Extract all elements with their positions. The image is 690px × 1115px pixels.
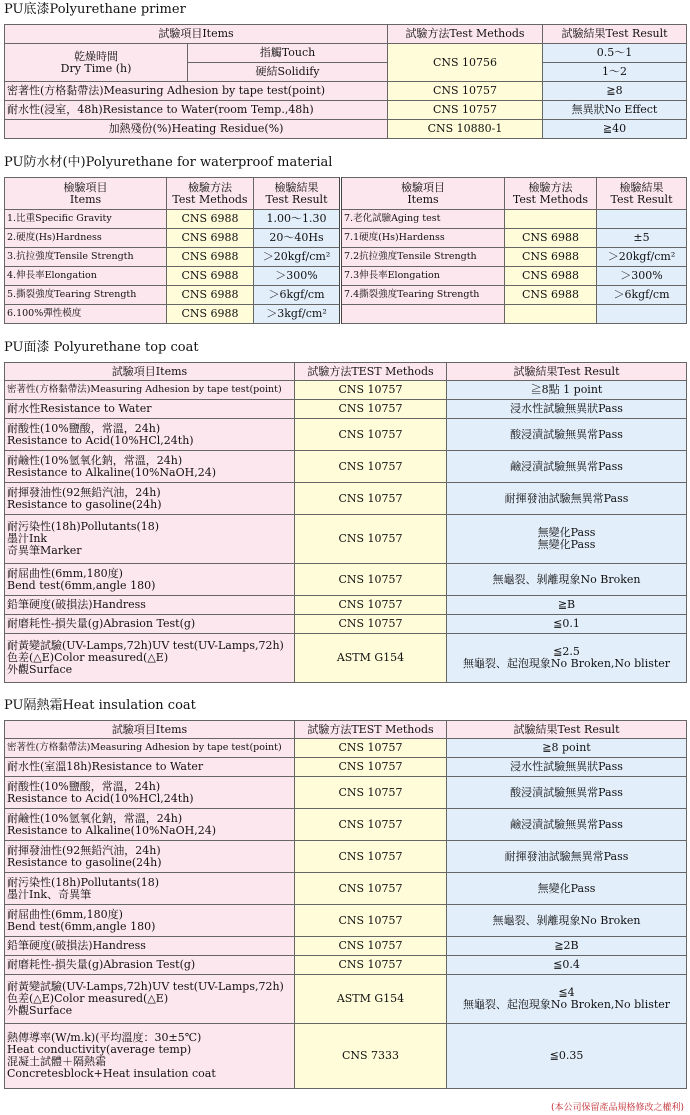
heat-item-line: 墨汁Ink、奇異筆	[7, 887, 92, 901]
wp-result-2: ±5	[597, 229, 687, 248]
wp-method: CNS 6988	[167, 286, 254, 305]
topcoat-item-line: Bend test(6mm,angle 180)	[7, 578, 156, 592]
heat-item	[5, 758, 295, 777]
primer-row-method: CNS 10880-1	[388, 120, 543, 139]
wp-result: ＞20kgf/cm²	[254, 248, 341, 267]
heat-item	[5, 1024, 295, 1089]
topcoat-item-line: 耐屈曲性(6mm,180度)	[7, 566, 123, 580]
topcoat-item-line: 外觀Surface	[7, 663, 73, 676]
topcoat-result	[447, 564, 687, 596]
wp-header-result-2: 檢驗結果 Test Result	[597, 178, 687, 210]
heat-result	[447, 777, 687, 809]
heat-result	[447, 841, 687, 873]
topcoat-item-line: 墨汁Ink	[7, 532, 48, 545]
primer-row-item: 耐水性(浸室，48h)Resistance to Water(room Temp.,48h)	[5, 101, 388, 120]
wp-header-items: 檢驗項目 Items	[5, 178, 167, 210]
heat-item	[5, 841, 295, 873]
heat-item	[5, 956, 295, 975]
table-row	[5, 956, 687, 975]
wp-result-2	[597, 210, 687, 229]
topcoat-item	[5, 381, 295, 400]
wp-method: CNS 6988	[167, 210, 254, 229]
heat-item-line: 耐酸性(10%鹽酸，常溫，24h)	[7, 779, 161, 793]
wp-item: 4.伸長率Elongation	[5, 267, 167, 286]
wp-header-items-2: 檢驗項目 Items	[341, 178, 505, 210]
heat-item-line: 鉛筆硬度(破損法)Handress	[7, 939, 146, 952]
wp-result-2: ＞300%	[597, 267, 687, 286]
wp-method-2: CNS 6988	[505, 248, 597, 267]
heat-result	[447, 809, 687, 841]
topcoat-result-line: ≦2.5	[553, 645, 580, 658]
heat-item-line: Bend test(6mm,angle 180)	[7, 919, 156, 933]
topcoat-header-result: 試驗結果Test Result	[447, 363, 687, 381]
wp-item: 6.100%彈性模度	[5, 305, 167, 324]
heat-item	[5, 809, 295, 841]
wp-method: CNS 6988	[167, 229, 254, 248]
heat-result	[447, 975, 687, 1024]
topcoat-item-line: 鉛筆硬度(破損法)Handress	[7, 598, 146, 611]
wp-method-2	[505, 305, 597, 324]
topcoat-item	[5, 515, 295, 564]
wp-method-2: CNS 6988	[505, 267, 597, 286]
table-row	[5, 615, 687, 634]
heat-result	[447, 956, 687, 975]
wp-result-2: ＞20kgf/cm²	[597, 248, 687, 267]
topcoat-result-line: ≧B	[557, 598, 576, 611]
heat-item	[5, 905, 295, 937]
heat-result	[447, 758, 687, 777]
primer-header-result: 試驗結果Test Result	[543, 25, 687, 44]
heat-item-line: 耐污染性(18h)Pollutants(18)	[7, 875, 160, 889]
heat-method: CNS 10757	[295, 956, 447, 975]
waterproof-title: PU防水材(中)Polyurethane for waterproof material	[4, 155, 333, 170]
heat-item-line: 耐水性(室溫18h)Resistance to Water	[7, 760, 204, 773]
heat-result-line: ≧8 point	[542, 741, 591, 754]
topcoat-method: CNS 10757	[295, 400, 447, 419]
topcoat-item-line: 耐黃變試驗(UV-Lamps,72h)UV test(UV-Lamps,72h)	[7, 639, 284, 652]
topcoat-result	[447, 400, 687, 419]
topcoat-item	[5, 451, 295, 483]
footer-note: (本公司保留產品規格修改之權利)	[550, 1103, 684, 1113]
wp-item-2: 7.老化試驗Aging test	[341, 210, 505, 229]
heat-result-line: ≧2B	[554, 939, 579, 952]
heat-item-line: 熱傳導率(W/m.k)(平均溫度：30±5℃)	[7, 1031, 202, 1044]
heat-result-line: 浸水性試驗無異狀Pass	[510, 760, 623, 773]
primer-row-result: ≧40	[543, 120, 687, 139]
topcoat-item-line: 奇異筆Marker	[7, 544, 82, 557]
primer-row-method: CNS 10757	[388, 101, 543, 120]
primer-title: PU底漆Polyurethane primer	[4, 2, 186, 17]
topcoat-result-line: ≦0.1	[553, 617, 580, 630]
table-row	[5, 1024, 687, 1089]
wp-result: ＞6kgf/cm	[254, 286, 341, 305]
heat-item	[5, 739, 295, 758]
topcoat-item	[5, 564, 295, 596]
topcoat-result	[447, 483, 687, 515]
table-row	[5, 739, 687, 758]
topcoat-result-line: 無龜裂、剝離現象No Broken	[492, 572, 641, 586]
wp-method: CNS 6988	[167, 267, 254, 286]
table-row	[5, 809, 687, 841]
waterproof-table	[4, 177, 687, 324]
heat-item-line: 耐黃變試驗(UV-Lamps,72h)UV test(UV-Lamps,72h)	[7, 980, 284, 993]
dry-time-touch: 指觸Touch	[188, 44, 388, 63]
heat-item-line: 耐揮發油性(92無鉛汽油，24h)	[7, 843, 161, 857]
heat-method: CNS 10757	[295, 739, 447, 758]
heat-item-line: Resistance to Alkaline(10%NaOH,24)	[7, 823, 217, 837]
topcoat-item-line: 密著性(方格黏帶法)Measuring Adhesion by tape test(point)	[7, 384, 282, 395]
topcoat-header-methods: 試驗方法TEST Methods	[295, 363, 447, 381]
wp-item-2: 7.3伸長率Elongation	[341, 267, 505, 286]
wp-item: 3.抗拉強度Tensile Strength	[5, 248, 167, 267]
heat-result-line: ≦0.35	[549, 1049, 584, 1062]
heat-header-items: 試驗項目Items	[5, 721, 295, 739]
table-row	[5, 975, 687, 1024]
table-row	[5, 596, 687, 615]
dry-time-solidify-result: 1～2	[543, 63, 687, 82]
primer-row-item: 加熱殘份(%)Heating Residue(%)	[5, 120, 388, 139]
table-row	[5, 758, 687, 777]
topcoat-item-line: 耐鹼性(10%氫氧化鈉，常溫，24h)	[7, 453, 183, 467]
heat-item-line: 外觀Surface	[7, 1004, 73, 1017]
dry-time-label: 乾燥時間 Dry Time (h)	[5, 44, 188, 82]
dry-time-touch-result: 0.5～1	[543, 44, 687, 63]
heat-method: CNS 7333	[295, 1024, 447, 1089]
table-row	[5, 937, 687, 956]
heat-method: ASTM G154	[295, 975, 447, 1024]
wp-header-methods: 檢驗方法 Test Methods	[167, 178, 254, 210]
topcoat-item-line: 耐水性Resistance to Water	[7, 402, 152, 415]
wp-item-2	[341, 305, 505, 324]
wp-result: 20～40Hs	[254, 229, 341, 248]
wp-result: 1.00～1.30	[254, 210, 341, 229]
heat-result-line: ≦4	[558, 986, 575, 999]
heat-table	[4, 720, 687, 1089]
heat-method: CNS 10757	[295, 841, 447, 873]
heat-item-line: Concretesblock+Heat insulation coat	[7, 1067, 216, 1080]
wp-method-2: CNS 6988	[505, 286, 597, 305]
topcoat-item	[5, 596, 295, 615]
heat-method: CNS 10757	[295, 873, 447, 905]
heat-item-line: 耐鹼性(10%氫氧化鈉，常溫，24h)	[7, 811, 183, 825]
table-row	[5, 873, 687, 905]
wp-result: ＞300%	[254, 267, 341, 286]
topcoat-result	[447, 451, 687, 483]
wp-item: 1.比重Specific Gravity	[5, 210, 167, 229]
heat-item	[5, 777, 295, 809]
topcoat-result	[447, 596, 687, 615]
wp-item-2: 7.1硬度(Hs)Hardenss	[341, 229, 505, 248]
topcoat-result-line: 耐揮發油試驗無異常Pass	[504, 491, 629, 505]
heat-item-line: 耐屈曲性(6mm,180度)	[7, 907, 123, 921]
topcoat-result-line: 無龜裂、起泡現象No Broken,No blister	[462, 657, 671, 670]
wp-method-2: CNS 6988	[505, 229, 597, 248]
topcoat-method: CNS 10757	[295, 451, 447, 483]
topcoat-item-line: 色差(△E)Color measured(△E)	[7, 651, 169, 664]
heat-method: CNS 10757	[295, 905, 447, 937]
heat-item	[5, 975, 295, 1024]
primer-row-result: 無異狀No Effect	[543, 101, 687, 120]
topcoat-method: CNS 10757	[295, 596, 447, 615]
primer-header-items: 試驗項目Items	[5, 25, 388, 44]
heat-result	[447, 1024, 687, 1089]
topcoat-item	[5, 615, 295, 634]
table-row	[5, 905, 687, 937]
topcoat-result	[447, 634, 687, 683]
table-row	[5, 400, 687, 419]
heat-header-result: 試驗結果Test Result	[447, 721, 687, 739]
primer-table	[4, 24, 687, 139]
topcoat-result-line: 鹼浸漬試驗無異常Pass	[510, 459, 623, 473]
topcoat-item	[5, 419, 295, 451]
dry-time-solidify: 硬結Solidify	[188, 63, 388, 82]
topcoat-method: CNS 10757	[295, 615, 447, 634]
wp-method: CNS 6988	[167, 305, 254, 324]
heat-item	[5, 873, 295, 905]
heat-result-line: ≦0.4	[553, 958, 580, 971]
heat-item	[5, 937, 295, 956]
heat-result	[447, 905, 687, 937]
heat-item-line: 耐磨耗性-損失量(g)Abrasion Test(g)	[7, 958, 196, 971]
heat-result	[447, 739, 687, 758]
topcoat-result	[447, 419, 687, 451]
table-row	[5, 515, 687, 564]
table-row	[5, 634, 687, 683]
topcoat-item-line: Resistance to gasoline(24h)	[7, 497, 162, 511]
heat-result-line: 無龜裂、剝離現象No Broken	[492, 913, 641, 927]
topcoat-item-line: 耐磨耗性-損失量(g)Abrasion Test(g)	[7, 617, 196, 630]
heat-item-line: 色差(△E)Color measured(△E)	[7, 992, 169, 1005]
topcoat-result	[447, 515, 687, 564]
heat-item-line: Resistance to Acid(10%HCl,24th)	[7, 791, 194, 805]
heat-item-line: Resistance to gasoline(24h)	[7, 855, 162, 869]
wp-header-methods-2: 檢驗方法 Test Methods	[505, 178, 597, 210]
topcoat-result-line: 無變化Pass	[537, 538, 596, 551]
topcoat-result-line: ≧8點 1 point	[530, 383, 603, 396]
heat-result	[447, 937, 687, 956]
primer-row-method: CNS 10757	[388, 82, 543, 101]
topcoat-result-line: 浸水性試驗無異狀Pass	[510, 402, 623, 415]
wp-item-2: 7.4撕裂強度Tearing Strength	[341, 286, 505, 305]
heat-method: CNS 10757	[295, 777, 447, 809]
topcoat-header-items: 試驗項目Items	[5, 363, 295, 381]
wp-result: ＞3kgf/cm²	[254, 305, 341, 324]
primer-row-item: 密著性(方格黏帶法)Measuring Adhesion by tape test(point)	[5, 82, 388, 101]
heat-method: CNS 10757	[295, 937, 447, 956]
wp-result-2: ＞6kgf/cm	[597, 286, 687, 305]
heat-header-methods: 試驗方法TEST Methods	[295, 721, 447, 739]
primer-header-methods: 試驗方法Test Methods	[388, 25, 543, 44]
topcoat-method: CNS 10757	[295, 564, 447, 596]
heat-method: CNS 10757	[295, 809, 447, 841]
heat-method: CNS 10757	[295, 758, 447, 777]
table-row	[5, 451, 687, 483]
heat-item-line: Heat conductivity(average temp)	[7, 1043, 192, 1056]
primer-row-result: ≧8	[543, 82, 687, 101]
wp-item-2: 7.2抗拉強度Tensile Strength	[341, 248, 505, 267]
topcoat-result-line: 酸浸漬試驗無異常Pass	[510, 427, 623, 441]
wp-method: CNS 6988	[167, 248, 254, 267]
topcoat-method: CNS 10757	[295, 483, 447, 515]
wp-header-result: 檢驗結果 Test Result	[254, 178, 341, 210]
wp-method-2	[505, 210, 597, 229]
topcoat-result	[447, 381, 687, 400]
heat-item-line: 混凝土試體＋隔熱霜	[7, 1055, 106, 1068]
topcoat-method: CNS 10757	[295, 381, 447, 400]
topcoat-method: ASTM G154	[295, 634, 447, 683]
table-row	[5, 841, 687, 873]
topcoat-item-line: Resistance to Acid(10%HCl,24th)	[7, 433, 194, 447]
wp-item: 5.撕裂強度Tearing Strength	[5, 286, 167, 305]
wp-item: 2.硬度(Hs)Hardness	[5, 229, 167, 248]
heat-result-line: 鹼浸漬試驗無異常Pass	[510, 817, 623, 831]
table-row	[5, 419, 687, 451]
topcoat-result	[447, 615, 687, 634]
heat-result-line: 無變化Pass	[537, 881, 596, 895]
table-row	[5, 381, 687, 400]
topcoat-title: PU面漆 Polyurethane top coat	[4, 340, 199, 355]
topcoat-item	[5, 483, 295, 515]
topcoat-item	[5, 400, 295, 419]
topcoat-item	[5, 634, 295, 683]
topcoat-method: CNS 10757	[295, 515, 447, 564]
dry-time-method: CNS 10756	[388, 44, 543, 82]
topcoat-result-line: 無變化Pass	[537, 526, 596, 539]
topcoat-item-line: Resistance to Alkaline(10%NaOH,24)	[7, 465, 217, 479]
wp-result-2	[597, 305, 687, 324]
table-row	[5, 777, 687, 809]
heat-result-line: 無龜裂、起泡現象No Broken,No blister	[462, 998, 671, 1011]
heat-item-line: 密著性(方格黏帶法)Measuring Adhesion by tape test(point)	[7, 742, 282, 753]
heat-result-line: 酸浸漬試驗無異常Pass	[510, 785, 623, 799]
topcoat-item-line: 耐酸性(10%鹽酸，常溫，24h)	[7, 421, 161, 435]
topcoat-table	[4, 362, 687, 683]
table-row	[5, 564, 687, 596]
table-row	[5, 483, 687, 515]
topcoat-method: CNS 10757	[295, 419, 447, 451]
topcoat-item-line: 耐污染性(18h)Pollutants(18)	[7, 520, 160, 533]
heat-result-line: 耐揮發油試驗無異常Pass	[504, 849, 629, 863]
heat-result	[447, 873, 687, 905]
topcoat-item-line: 耐揮發油性(92無鉛汽油，24h)	[7, 485, 161, 499]
heat-title: PU隔熱霜Heat insulation coat	[4, 698, 196, 713]
